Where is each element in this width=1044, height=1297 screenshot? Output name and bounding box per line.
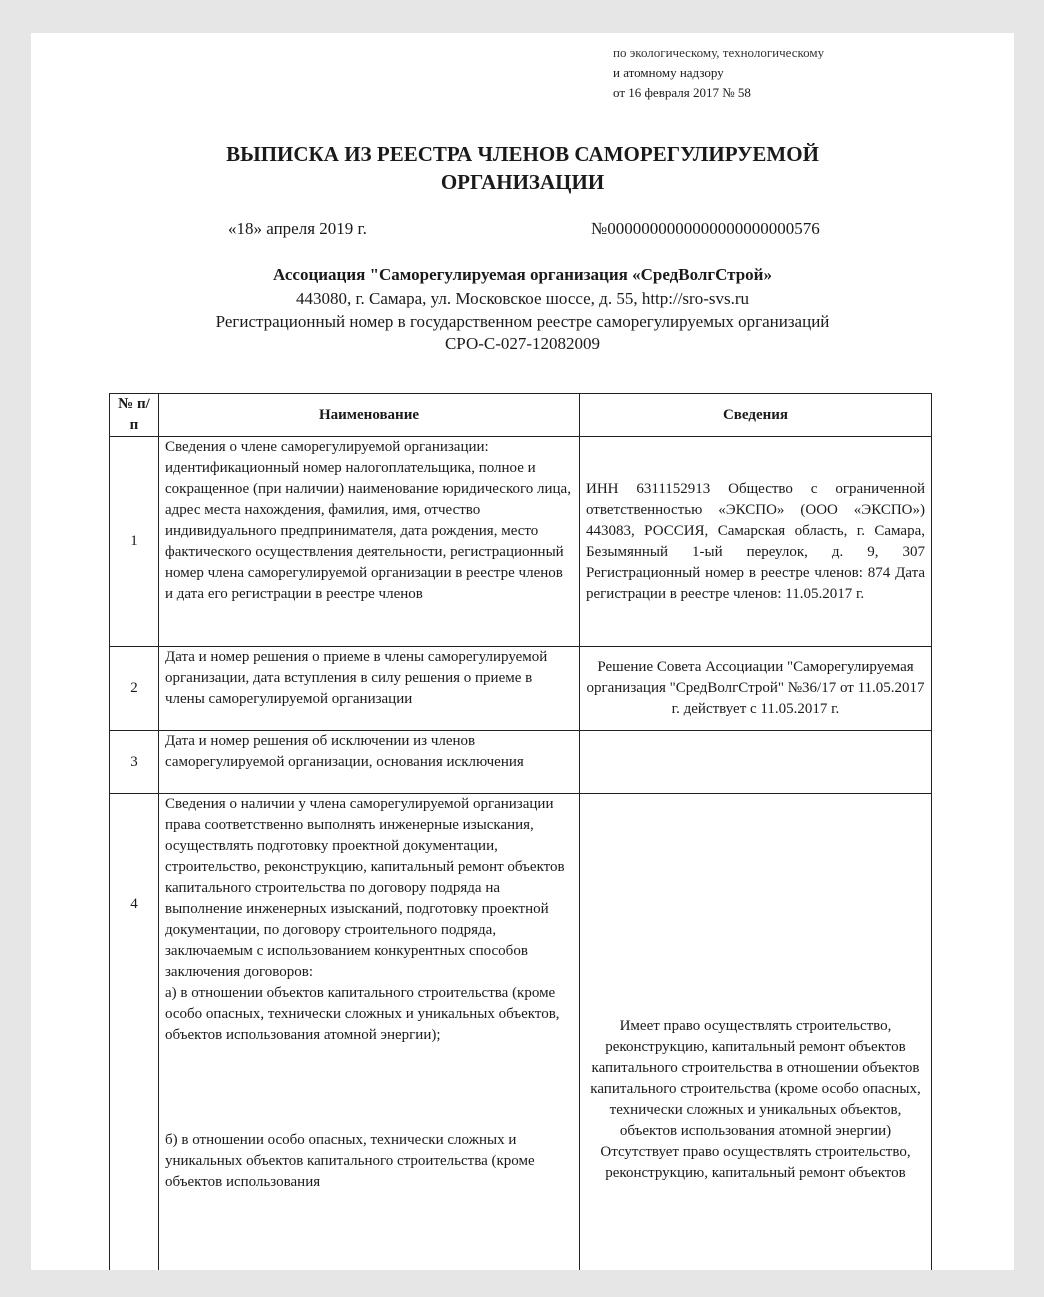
row-2-info: Решение Совета Ассоциации "Саморегулируемая организация "СредВолгСтрой" №36/17 от 11.05.2017 г. действует с 11.05.2017 г.	[580, 647, 932, 731]
row-4-info	[580, 794, 932, 1271]
header-cut-line: по экологическому, технологическому	[613, 49, 825, 59]
document-date: «18» апреля 2019 г.	[228, 219, 367, 238]
row-3-name: Дата и номер решения об исключении из членов саморегулируемой организации, основания исключения	[159, 731, 580, 794]
document-number: №0000000000000000000000576	[591, 219, 820, 238]
table-row	[110, 437, 932, 647]
row-4-name	[159, 794, 580, 1271]
row-3-num: 3	[110, 731, 159, 794]
organization-name: Ассоциация "Саморегулируемая организация «СредВолгСтрой»	[273, 265, 772, 284]
row-4-info-b: Отсутствует право осуществлять строительство, реконструкцию, капитальный ремонт объектов	[600, 1144, 911, 1181]
table-row	[110, 647, 932, 731]
header-line-2: от 16 февраля 2017 № 58	[613, 85, 751, 100]
document-title	[31, 140, 1014, 196]
row-1-num: 1	[110, 437, 159, 647]
row-3-info	[580, 731, 932, 794]
document-page	[31, 33, 1014, 1270]
row-4-info-a: Имеет право осуществлять строительство, реконструкцию, капитальный ремонт объектов капитального строительства в отношении объектов капитального строительства (кроме особо опасных, технически сложных и уникальных объектов, объектов использования атомной энергии)	[590, 1018, 921, 1139]
header-line-1: и атомному надзору	[613, 65, 724, 80]
row-4-num: 4	[110, 794, 159, 1271]
header-name: Наименование	[159, 394, 580, 437]
registry-table	[109, 393, 932, 1270]
row-1-name: Сведения о члене саморегулируемой организации: идентификационный номер налогоплательщика, полное и сокращенное (при наличии) наименование юридического лица, адрес места нахождения, фамилия, имя, отчество индивидуального предпринимателя, дата рождения, место фактического осуществления деятельности, регистрационный номер члена саморегулируемой организации в реестре членов и дата его регистрации в реестре членов	[159, 437, 580, 647]
row-4-name-b: б) в отношении особо опасных, технически сложных и уникальных объектов капитального строительства (кроме объектов использования	[165, 1132, 535, 1190]
row-4-name-a: а) в отношении объектов капитального строительства (кроме особо опасных, технически сложных и уникальных объектов, объектов использования атомной энергии);	[165, 985, 560, 1043]
title-line-1: ВЫПИСКА ИЗ РЕЕСТРА ЧЛЕНОВ САМОРЕГУЛИРУЕМОЙ	[226, 142, 819, 166]
header-info: Сведения	[580, 394, 932, 437]
organization-address: 443080, г. Самара, ул. Московское шоссе, д. 55, http://sro-svs.ru	[295, 289, 750, 308]
row-2-name: Дата и номер решения о приеме в члены саморегулируемой организации, дата вступления в силу решения о приеме в члены саморегулируемой организации	[159, 647, 580, 731]
table-row	[110, 794, 932, 1271]
registry-label: Регистрационный номер в государственном реестре саморегулируемых организаций	[215, 312, 830, 331]
title-line-2: ОРГАНИЗАЦИИ	[440, 170, 605, 194]
header-num: № п/п	[110, 394, 159, 437]
row-4-name-intro: Сведения о наличии у члена саморегулируемой организации права соответственно выполнять инженерные изыскания, осуществлять подготовку проектной документации, строительство, реконструкцию, капитальный ремонт объектов капитального строительства по договору подряда на выполнение инженерных изысканий, подготовку проектной документации, по договору строительного подряда, заключаемым с использованием конкурентных способов заключения договоров:	[165, 796, 565, 980]
row-1-info: ИНН 6311152913 Общество с ограниченной ответственностью «ЭКСПО» (ООО «ЭКСПО») 443083, РОССИЯ, Самарская область, г. Самара, Безымянный 1-ый переулок, д. 9, 307 Регистрационный номер в реестре членов: 874 Дата регистрации в реестре членов: 11.05.2017 г.	[580, 437, 932, 647]
table-header-row	[110, 394, 932, 437]
row-2-num: 2	[110, 647, 159, 731]
registry-number: СРО-С-027-12082009	[444, 334, 601, 353]
table-row	[110, 731, 932, 794]
